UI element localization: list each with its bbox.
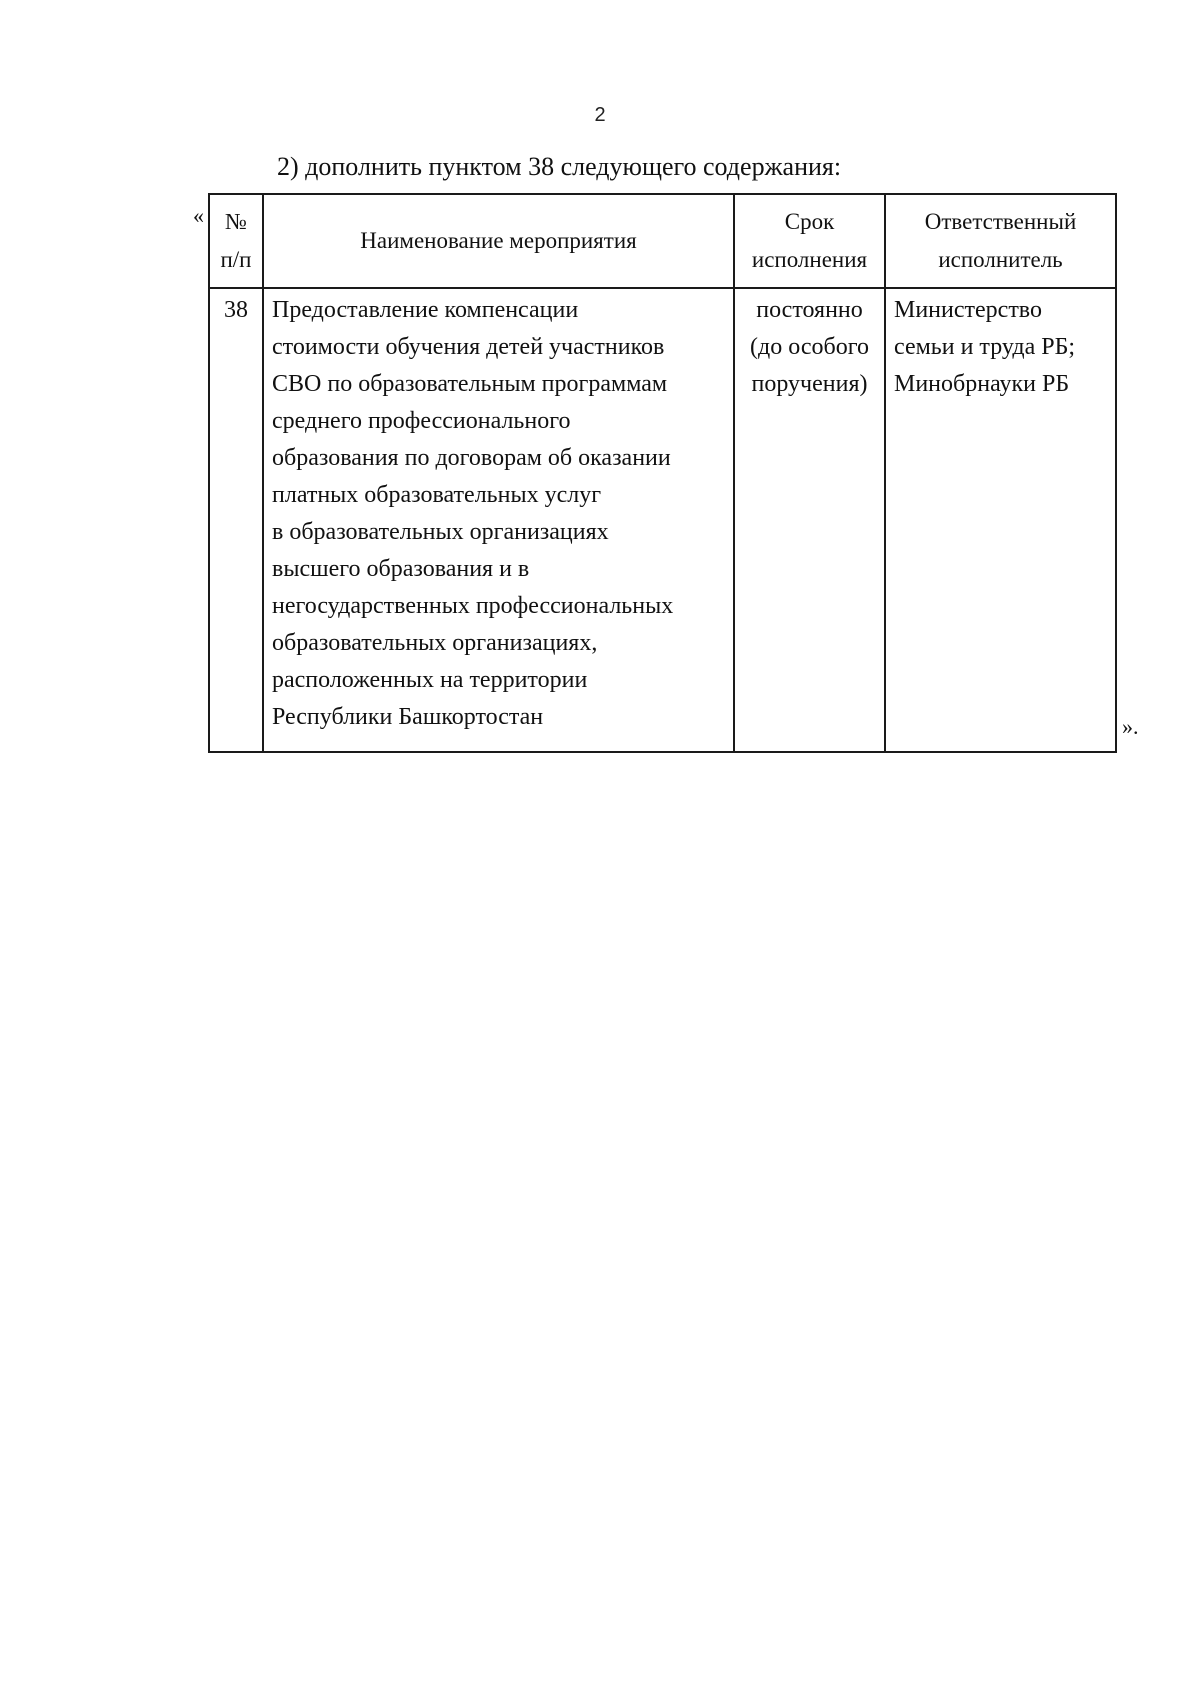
intro-paragraph: 2) дополнить пунктом 38 следующего содержания: <box>277 152 842 181</box>
opening-quote: « <box>193 203 204 228</box>
measure-name-line: в образовательных организациях <box>272 519 609 545</box>
measure-name-line: Предоставление компенсации <box>272 297 579 323</box>
header-number <box>209 194 263 288</box>
row-term <box>734 288 885 752</box>
row-number: 38 <box>209 288 263 752</box>
header-name: Наименование мероприятия <box>263 194 734 288</box>
responsible-line: Министерство <box>894 297 1042 323</box>
term-line: поручения) <box>751 371 868 397</box>
table-row <box>209 288 1116 752</box>
measure-name-line: Республики Башкортостан <box>272 704 544 730</box>
term-line: постоянно <box>756 297 863 323</box>
measure-name-line: СВО по образовательным программам <box>272 371 668 397</box>
measure-name-line: стоимости обучения детей участников <box>272 334 665 360</box>
header-number-line: № <box>225 209 247 234</box>
term-line: (до особого <box>750 334 869 360</box>
header-responsible-line: Ответственный <box>924 209 1077 234</box>
responsible-line: Минобрнауки РБ <box>894 371 1070 397</box>
row-measure-name <box>263 288 734 752</box>
measure-name-line: среднего профессионального <box>272 408 571 434</box>
measures-table <box>208 193 1117 753</box>
header-number-line: п/п <box>220 247 252 272</box>
row-responsible <box>885 288 1116 752</box>
page-number: 2 <box>594 104 606 126</box>
header-term-line: Срок <box>784 209 835 234</box>
measure-name-line: платных образовательных услуг <box>272 482 602 508</box>
header-responsible-line: исполнитель <box>938 247 1063 272</box>
header-term <box>734 194 885 288</box>
header-term-line: исполнения <box>751 247 868 272</box>
measure-name-line: негосударственных профессиональных <box>272 593 674 619</box>
measure-name-line: расположенных на территории <box>272 667 588 693</box>
closing-quote: ». <box>1122 714 1139 739</box>
measure-name-line: высшего образования и в <box>272 556 530 582</box>
header-responsible <box>885 194 1116 288</box>
table-header-row <box>209 194 1116 288</box>
measure-name-line: образования по договорам об оказании <box>272 445 671 471</box>
responsible-line: семьи и труда РБ; <box>894 334 1076 360</box>
measure-name-line: образовательных организациях, <box>272 630 598 656</box>
